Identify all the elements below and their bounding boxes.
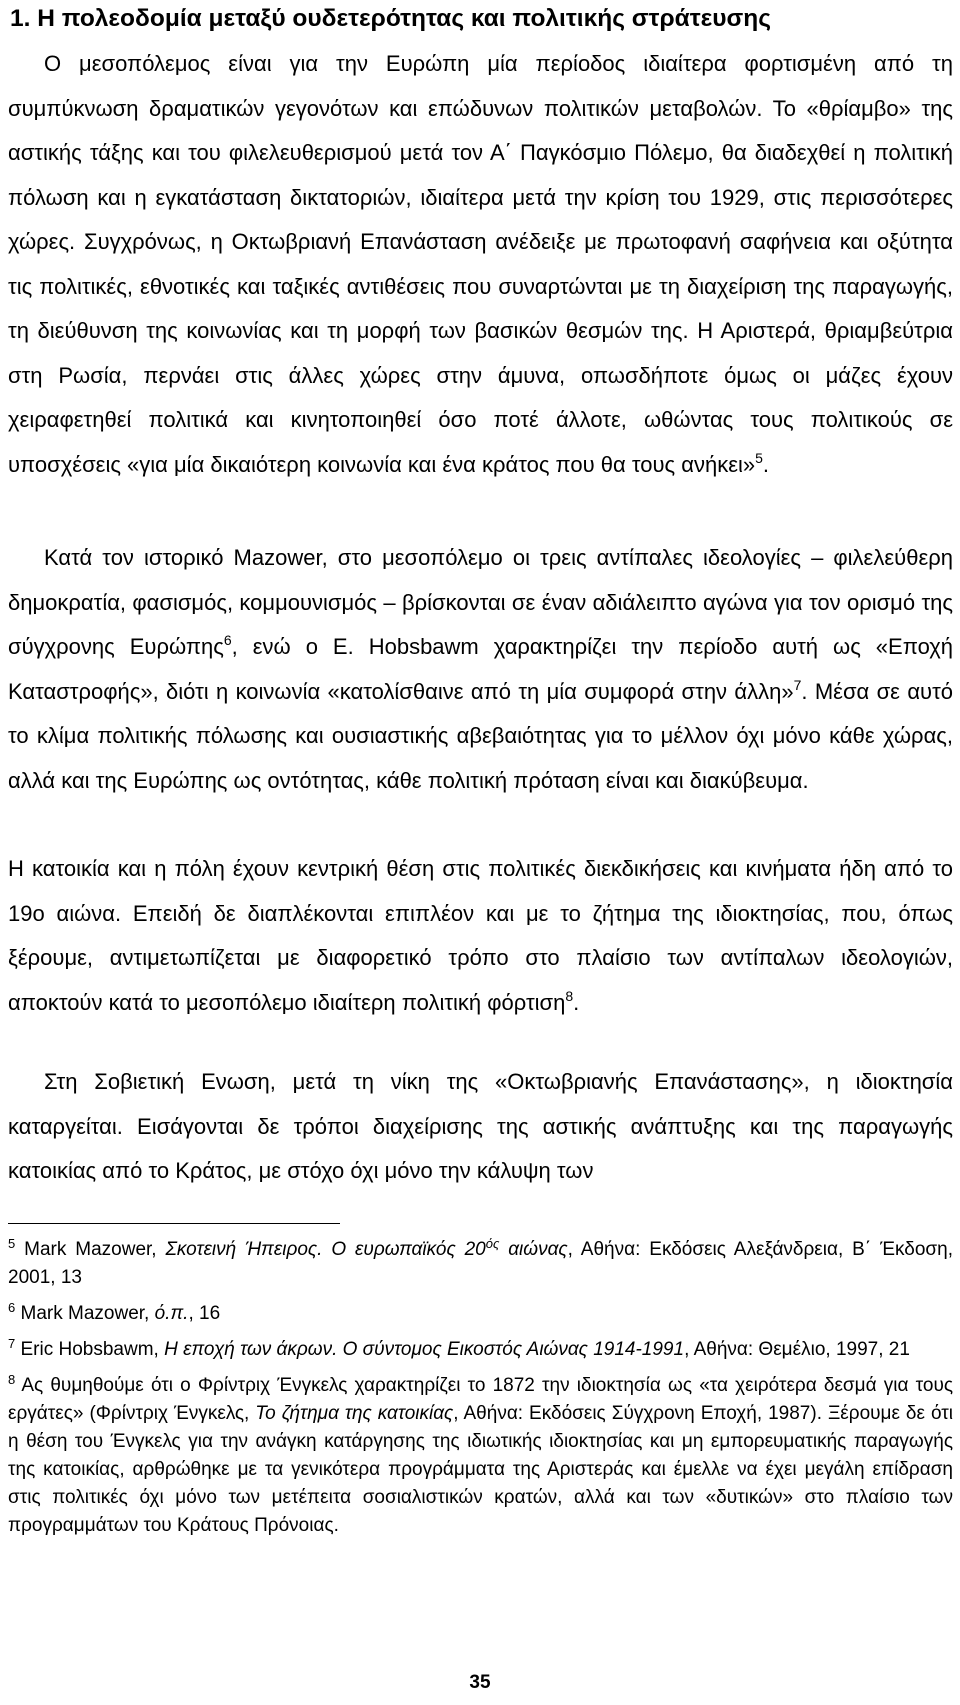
page-number: 35 — [469, 1672, 491, 1693]
footnote-text: , Αθήνα: Θεμέλιο, 1997, 21 — [684, 1339, 910, 1360]
footnotes-section — [8, 1236, 953, 1548]
paragraph-text: Στη Σοβιετική Ενωση, μετά τη νίκη της «Οκτωβριανής Επανάστασης», η ιδιοκτησία καταργείται. Εισάγονται δε τρόποι διαχείρισης της αστικής ανάπτυξης και της παραγωγής κατοικίας από το Κράτος, με στόχο όχι μόνο την κάλυψη των — [8, 1069, 953, 1183]
footnote-number: 7 — [8, 1336, 16, 1351]
footnote-text: Mark Mazower, — [15, 1303, 155, 1324]
footnote-reference[interactable]: 6 — [223, 632, 232, 648]
footnote-separator — [8, 1223, 340, 1224]
body-paragraph-3-block — [8, 847, 953, 1025]
footnote-text: Ας θυμηθούμε ότι ο Φρίντριχ Ένγκελς χαρακτηρίζει το 1872 την ιδιοκτησία ως «τα χειρότερα δεσμά για τους εργάτες» (Φρίντριχ Ένγκελς, — [8, 1375, 953, 1424]
body-paragraph — [8, 847, 953, 1025]
paragraph-text: Κατά τον ιστορικό Mazower, στο μεσοπόλεμο οι τρεις αντίπαλες ιδεολογίες – φιλελεύθερη δημοκρατία, φασισμός, κομμουνισμός – βρίσκονται σε έναν αδιάλειπτο αγώνα για τον ορισμό της σύγχρονης Ευρώπης — [8, 545, 953, 659]
body-paragraph — [8, 42, 953, 487]
body-paragraph — [8, 536, 953, 803]
paragraph-text: Η κατοικία και η πόλη έχουν κεντρική θέση στις πολιτικές διεκδικήσεις και κινήματα ήδη από το 19ο αιώνα. Επειδή δε διαπλέκονται επιπλέον και με το ζήτημα της ιδιοκτησίας, που, όπως ξέρουμε, αντιμετωπίζεται με διαφορετικό τρόπο στο πλαίσιο των αντίπαλων ιδεολογιών, αποκτούν κατά το μεσοπόλεμο ιδιαίτερη πολιτική φόρτιση — [8, 856, 953, 1015]
section-heading: 1. Η πολεοδομία μεταξύ ουδετερότητας και πολιτικής στράτευσης — [10, 5, 771, 32]
footnote-text: Mark Mazower, — [15, 1239, 166, 1260]
footnote-text: , 16 — [188, 1303, 221, 1324]
footnote-reference[interactable]: 7 — [793, 676, 802, 693]
paragraph-text: . Μέσα σε αυτό το κλίμα πολιτικής πόλωσης και ουσιαστικής αβεβαιότητας για το μέλλον όχι μόνο κάθε χώρας, αλλά και της Ευρώπης ως οντότητας, κάθε πολιτική πρόταση είναι και διακύβευμα. — [8, 678, 953, 793]
footnote — [8, 1372, 953, 1540]
paragraph-text: . — [573, 989, 580, 1015]
footnote — [8, 1236, 953, 1292]
footnote-number: 8 — [8, 1372, 16, 1387]
footnote-reference[interactable]: 5 — [755, 449, 763, 466]
footnote-title-superscript: ός — [485, 1236, 500, 1251]
paragraph-text: , ενώ ο Ε. Hobsbawm χαρακτηρίζει την περίοδο αυτή ως «Εποχή Καταστροφής», διότι η κοινωνία «κατολίσθαινε από τη μία συμφορά στην άλλη» — [8, 634, 953, 704]
body-paragraph — [8, 1060, 953, 1194]
footnote-title: Η εποχή των άκρων. Ο σύντομος Εικοστός Αιώνας 1914-1991 — [164, 1339, 685, 1360]
footnote — [8, 1300, 953, 1328]
footnote-reference[interactable]: 8 — [565, 987, 574, 1004]
footnote-number: 5 — [8, 1236, 16, 1251]
footnote-text: , Αθήνα: Εκδόσεις Σύγχρονη Εποχή, 1987). Ξέρουμε δε ότι η θέση του Ένγκελς για την ανάγκη κατάργησης της ιδιωτικής ιδιοκτησίας και μη εμπορευματικής παραγωγής της κατοικίας, αρθρώθηκε με τα γενικότερα προγράμματα της Αριστεράς και έμελλε να έχει μεγάλη επίδραση στις πολιτικές όχι μόνο των μετέπειτα σοσιαλιστικών κρατών, αλλά και των «δυτικών» στο πλαίσιο των προγραμμάτων του Κράτους Πρόνοιας. — [8, 1403, 953, 1536]
footnote-number: 6 — [8, 1300, 16, 1315]
body-paragraph-2-block — [8, 536, 953, 803]
footnote-title: Το ζήτημα της κατοικίας — [255, 1403, 454, 1424]
paragraph-text: . — [762, 451, 770, 477]
body-paragraph-1-block — [8, 42, 953, 487]
footnote-text: , Αθήνα: Εκδόσεις Αλεξάνδρεια, Β΄ Έκδοση, 2001, 13 — [8, 1239, 953, 1288]
footnote-text: Eric Hobsbawm, — [15, 1339, 165, 1360]
body-paragraph-4-block — [8, 1060, 953, 1194]
footnote — [8, 1336, 953, 1364]
footnote-title: Σκοτεινή Ήπειρος. Ο ευρωπαϊκός 20 — [165, 1239, 486, 1260]
paragraph-text: Ο μεσοπόλεμος είναι για την Ευρώπη μία περίοδος ιδιαίτερα φορτισμένη από τη συμπύκνωση δραματικών γεγονότων και επώδυνων πολιτικών μεταβολών. Το «θρίαμβο» της αστικής τάξης και του φιλελευθερισμού μετά τον Α΄ Παγκόσμιο Πόλεμο, θα διαδεχθεί η πολιτική πόλωση και η εγκατάσταση δικτατοριών, ιδιαίτερα μετά την κρίση του 1929, στις περισσότερες χώρες. Συγχρόνως, η Οκτωβριανή Επανάσταση ανέδειξε με πρωτοφανή σαφήνεια και οξύτητα τις πολιτικές, εθνοτικές και ταξικές αντιθέσεις που συναρτώνται με τη διαχείριση της παραγωγής, τη διεύθυνση της κοινωνίας και τη μορφή των βασικών θεσμών της. Η Αριστερά, θριαμβεύτρια στη Ρωσία, περνάει στις άλλες χώρες στην άμυνα, οπωσδήποτε όμως οι μάζες έχουν χειραφετηθεί πολιτικά και κινητοποιηθεί όσο ποτέ άλλοτε, ωθώντας τους πολιτικούς σε υποσχέσεις «για μία δικαιότερη κοινωνία και ένα κράτος που θα τους ανήκει» — [8, 51, 953, 477]
footnote-title: αιώνας — [499, 1239, 568, 1260]
footnote-title: ό.π. — [154, 1303, 189, 1324]
